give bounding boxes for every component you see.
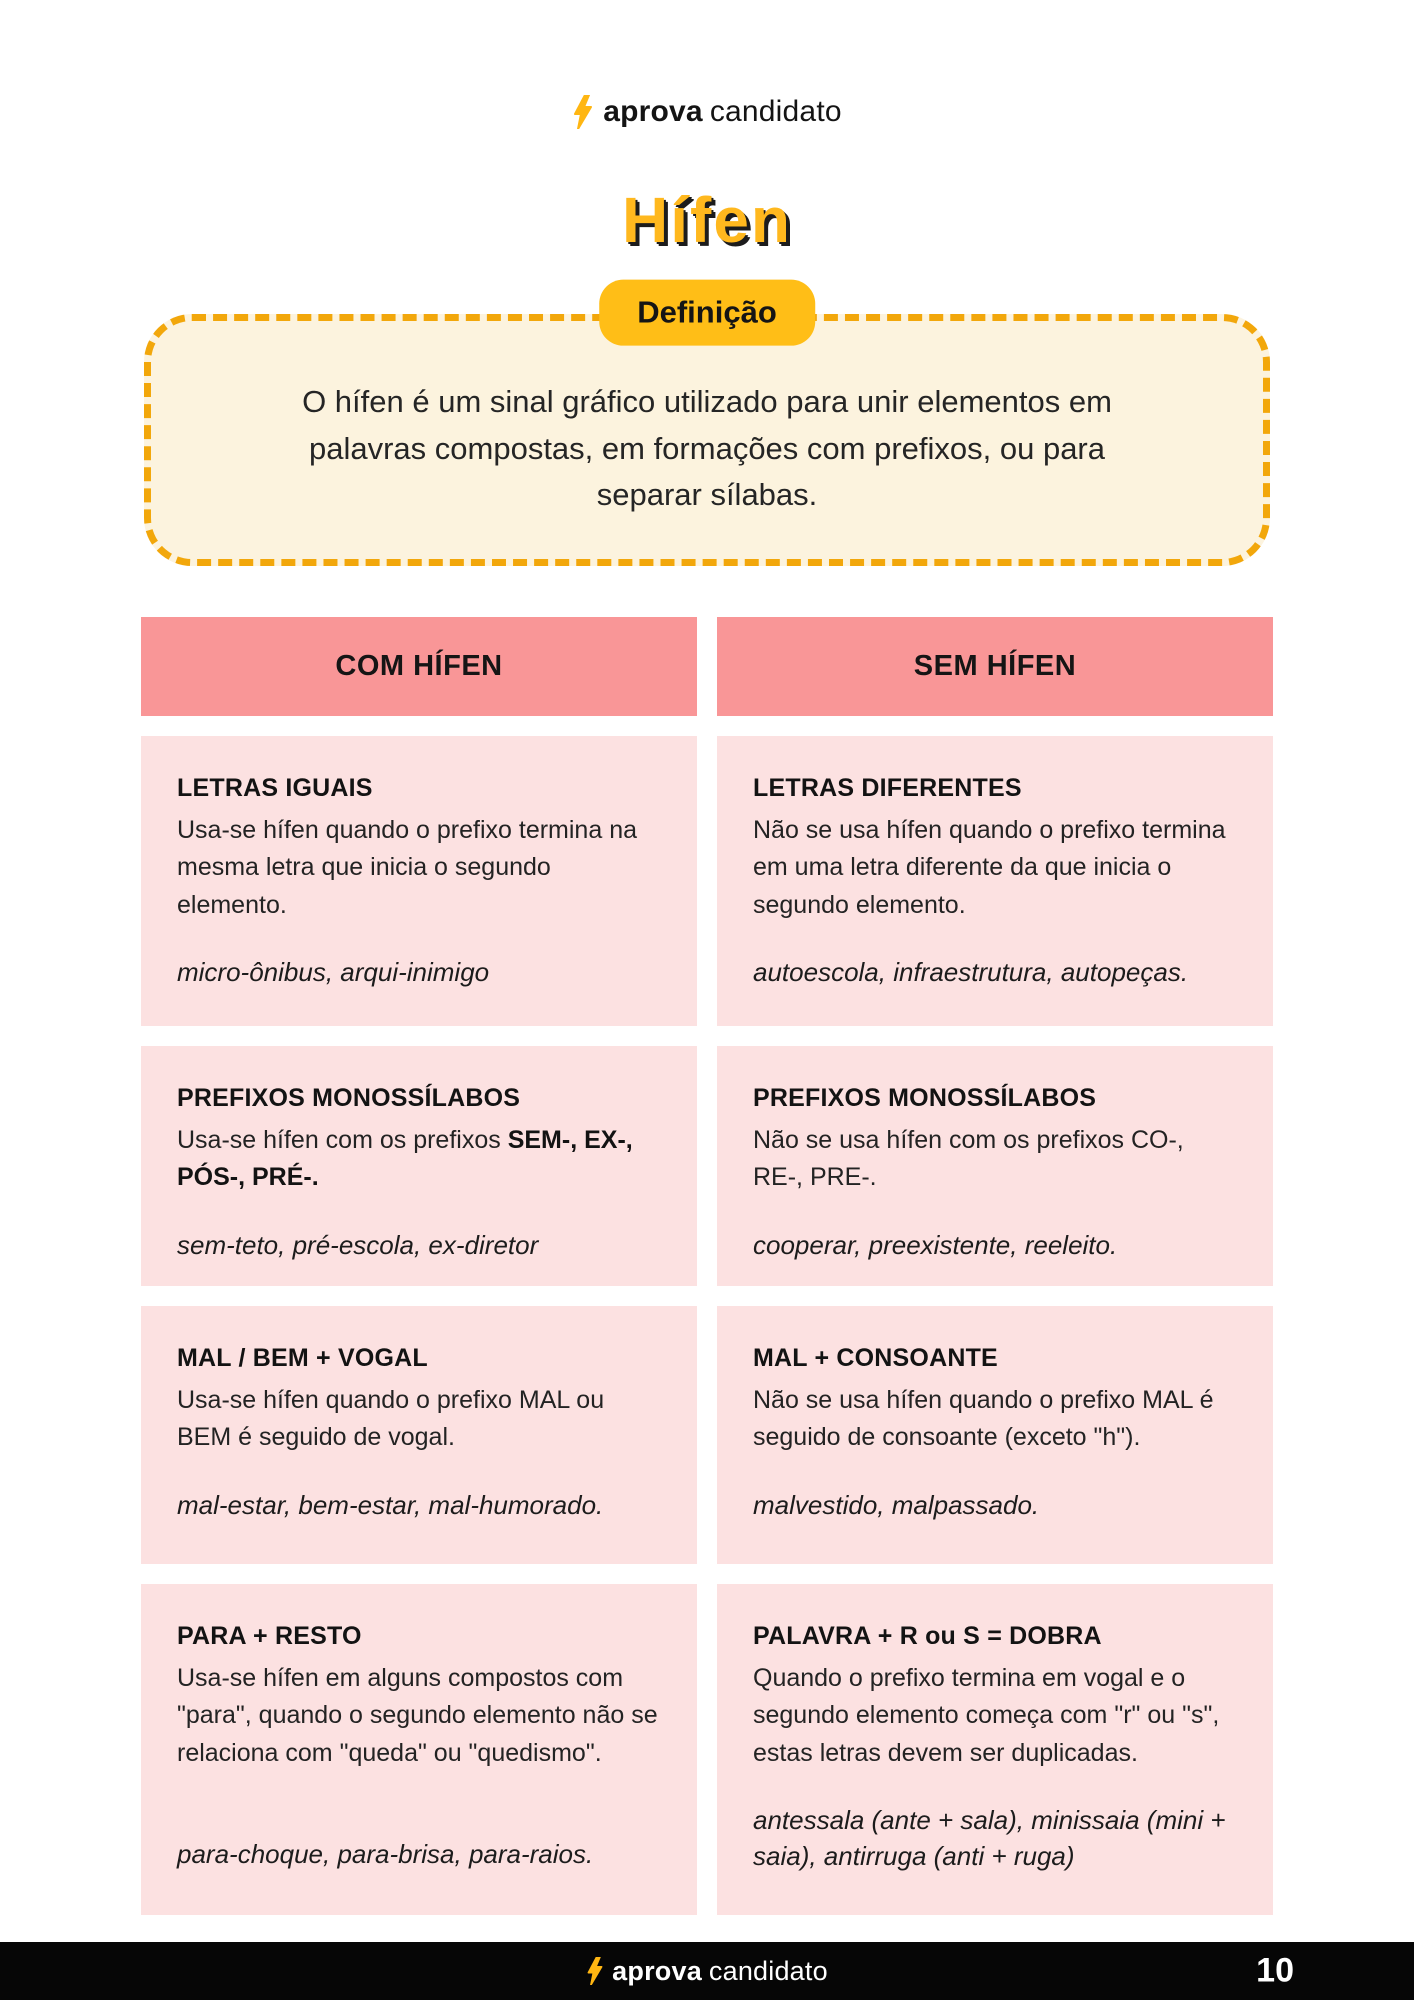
rule-card-mal-consoante <box>717 1306 1273 1564</box>
rule-title: MAL / BEM + VOGAL <box>177 1343 428 1372</box>
rule-example: antessala (ante + sala), minissaia (mini + saia), antirruga (anti + ruga) <box>753 1805 1226 1872</box>
rule-example: sem-teto, pré-escola, ex-diretor <box>177 1229 539 1260</box>
definition-badge: Definição <box>599 280 815 346</box>
rule-body-text: Não se usa hífen quando o prefixo MAL é seguido de consoante (exceto "h"). <box>753 1385 1214 1451</box>
rule-title: LETRAS IGUAIS <box>177 773 373 802</box>
rule-body-text: Usa-se hífen em alguns compostos com "para", quando o segundo elemento não se relaciona com "queda" ou "quedismo". <box>177 1663 658 1767</box>
rule-card-palavra-r-s-dobra <box>717 1584 1273 1915</box>
rule-body <box>177 812 661 925</box>
definition-box <box>144 314 1270 566</box>
rule-title: LETRAS DIFERENTES <box>753 773 1022 802</box>
rule-body <box>177 1382 661 1457</box>
rule-body-text: Usa-se hífen quando o prefixo termina na mesma letra que inicia o segundo elemento. <box>177 815 637 919</box>
definition-section <box>144 294 1270 566</box>
column-header-com-hifen: COM HÍFEN <box>141 617 697 716</box>
brand-header <box>0 0 1414 129</box>
rule-example: micro-ônibus, arqui-inimigo <box>177 957 490 987</box>
rule-title: PREFIXOS MONOSSÍLABOS <box>753 1083 1097 1112</box>
rule-body <box>177 1660 661 1773</box>
footer-brand-name <box>612 1956 828 1987</box>
rule-example: malvestido, malpassado. <box>753 1489 1040 1520</box>
rule-card-prefixos-monossilabos-com <box>141 1046 697 1286</box>
rule-card-letras-diferentes <box>717 736 1273 1026</box>
footer-bar <box>0 1942 1414 2000</box>
rule-title: PARA + RESTO <box>177 1621 362 1650</box>
page-number: 10 <box>1256 1951 1294 1990</box>
rule-card-prefixos-monossilabos-sem <box>717 1046 1273 1286</box>
brand-name-regular: candidato <box>709 95 842 128</box>
rule-body <box>753 1122 1237 1197</box>
rule-body-text: Usa-se hífen quando o prefixo MAL ou BEM é seguido de vogal. <box>177 1385 605 1451</box>
rule-body-text: Não se usa hífen com os prefixos CO-, RE-, PRE-. <box>753 1125 1184 1191</box>
rule-body <box>177 1122 661 1197</box>
footer-brand <box>586 1956 828 1987</box>
lightning-bolt-icon <box>586 1957 604 1985</box>
rule-body-text: Quando o prefixo termina em vogal e o segundo elemento começa com "r" ou "s", estas letras devem ser duplicadas. <box>753 1663 1220 1767</box>
footer-brand-name-regular: candidato <box>708 1955 828 1986</box>
footer-brand-name-bold: aprova <box>612 1955 702 1986</box>
rule-body <box>753 812 1237 925</box>
brand-name-bold: aprova <box>603 95 703 128</box>
rule-body <box>753 1660 1237 1773</box>
rule-example: para-choque, para-brisa, para-raios. <box>177 1839 594 1870</box>
rule-card-para-resto <box>141 1584 697 1915</box>
rule-body-bold: SEM-, EX-, PÓS-, PRÉ-. <box>177 1125 633 1191</box>
rule-example: cooperar, preexistente, reeleito. <box>753 1229 1118 1260</box>
comparison-grid <box>141 617 1273 1915</box>
page-title: Hífen <box>622 184 792 256</box>
rule-example: mal-estar, bem-estar, mal-humorado. <box>177 1489 604 1520</box>
rule-example: autoescola, infraestrutura, autopeças. <box>753 957 1189 987</box>
definition-text: O hífen é um sinal gráfico utilizado para unir elementos em palavras compostas, em formações com prefixos, ou para separar sílabas. <box>302 384 1112 512</box>
brand-name <box>603 95 842 129</box>
rule-card-letras-iguais <box>141 736 697 1026</box>
rule-card-mal-bem-vogal <box>141 1306 697 1564</box>
rule-title: PALAVRA + R ou S = DOBRA <box>753 1621 1102 1650</box>
column-header-sem-hifen: SEM HÍFEN <box>717 617 1273 716</box>
rule-body-text: Usa-se hífen com os prefixos <box>177 1125 508 1154</box>
rule-body-text: Não se usa hífen quando o prefixo termina em uma letra diferente da que inicia o segundo elemento. <box>753 815 1226 919</box>
rule-title: MAL + CONSOANTE <box>753 1343 998 1372</box>
rule-body <box>753 1382 1237 1457</box>
lightning-bolt-icon <box>572 95 594 129</box>
rule-title: PREFIXOS MONOSSÍLABOS <box>177 1083 521 1112</box>
